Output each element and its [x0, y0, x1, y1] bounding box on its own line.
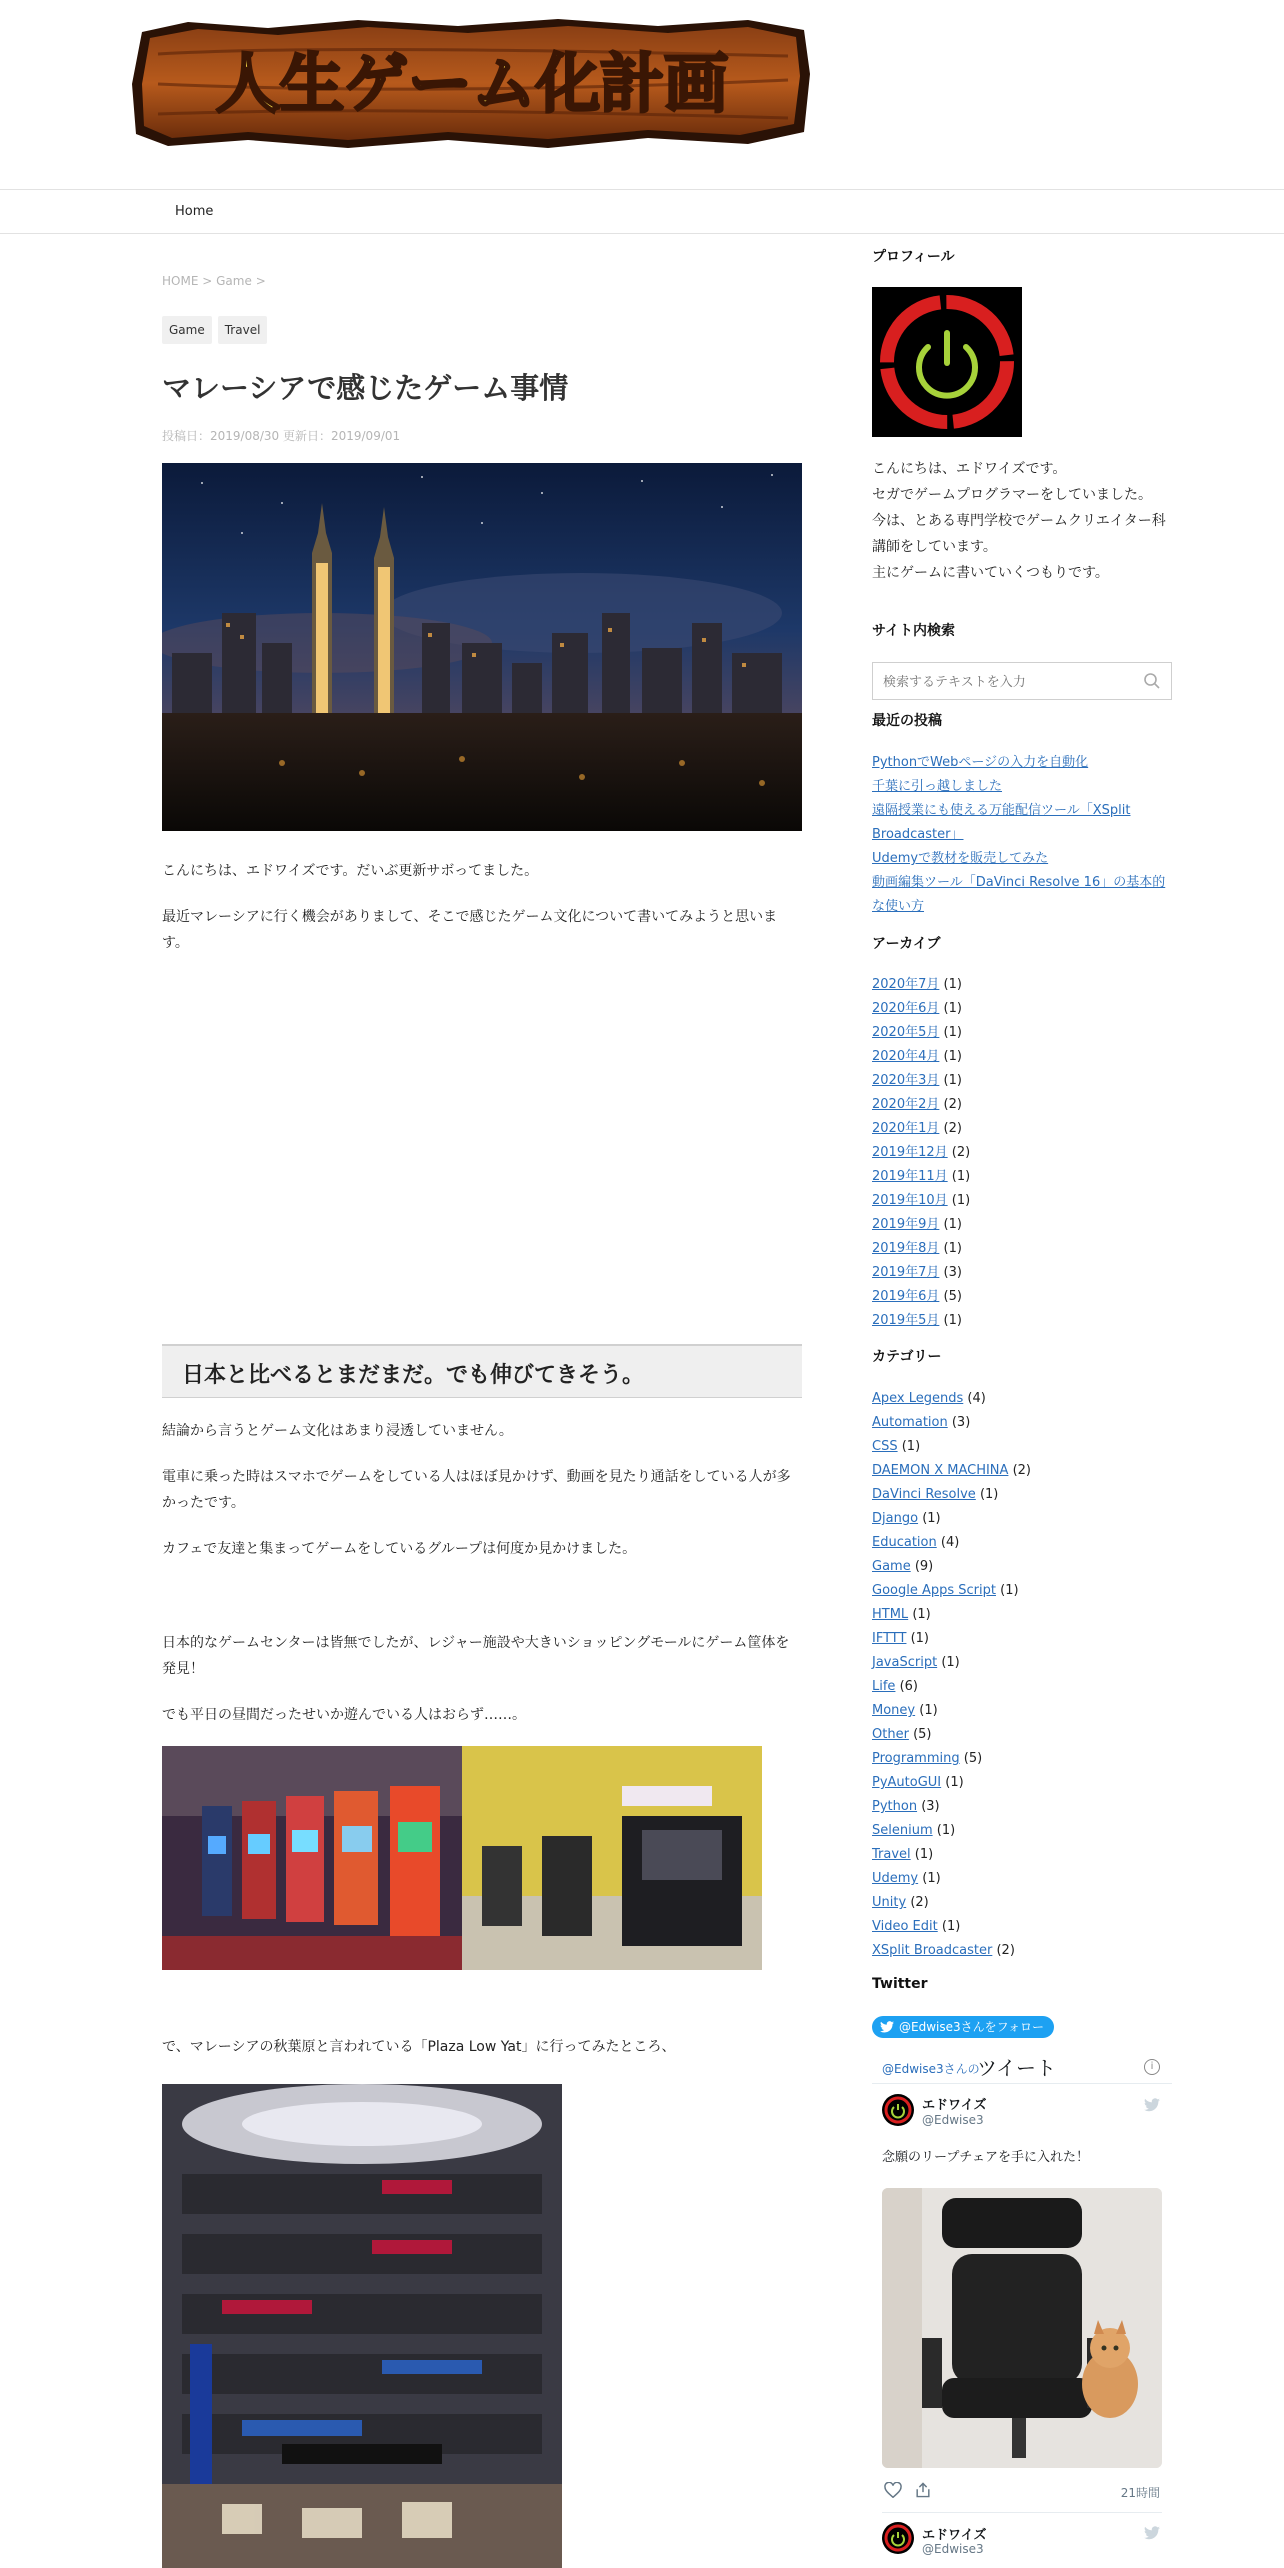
category-item[interactable]: Life (6) — [872, 1679, 918, 1694]
post-tags — [162, 316, 267, 344]
timeline-header — [872, 2048, 1172, 2084]
archive-list — [872, 973, 1172, 1333]
tweet-text: 念願のリープチェアを手に入れた！ — [882, 2150, 1089, 2165]
archive-item[interactable]: 2019年5月 (1) — [872, 1313, 962, 1328]
post-paragraph: 電車に乗った時はスマホでゲームをしている人はほぼ見かけず、動画を見たり通話をしている人が多かったです。 — [162, 1469, 791, 1511]
category-item[interactable]: Programming (5) — [872, 1751, 983, 1766]
category-item[interactable]: IFTTT (1) — [872, 1631, 930, 1646]
tweet-photo-chair-cat[interactable] — [882, 2188, 1162, 2468]
twitter-bird-icon — [880, 2021, 894, 2033]
post-date: 投稿日：2019/08/30 更新日：2019/09/01 — [162, 429, 401, 443]
search-input[interactable] — [883, 672, 1133, 692]
post-paragraph: 結論から言うとゲーム文化はあまり浸透していません。 — [162, 1423, 513, 1439]
timeline-header-title: ツイート — [977, 2056, 1056, 2080]
breadcrumb-category[interactable]: Game — [216, 274, 252, 288]
post-title: マレーシアで感じたゲーム事情 — [162, 371, 569, 405]
archive-item[interactable]: 2019年12月 (2) — [872, 1145, 971, 1160]
site-header — [0, 0, 1284, 190]
recent-post-item[interactable]: 千葉に引っ越しました — [872, 779, 1003, 794]
profile-avatar — [872, 287, 1022, 437]
archive-title: アーカイブ — [872, 936, 941, 952]
archive-item[interactable]: 2020年3月 (1) — [872, 1073, 962, 1088]
like-icon[interactable] — [884, 2482, 902, 2498]
breadcrumb-home[interactable]: HOME — [162, 274, 199, 288]
category-item[interactable]: CSS (1) — [872, 1439, 921, 1454]
category-item[interactable]: Game (9) — [872, 1559, 934, 1574]
recent-post-item[interactable]: 遠隔授業にも使える万能配信ツール「XSplit Broadcaster」 — [872, 803, 1131, 842]
power-icon — [882, 2094, 914, 2126]
search-title: サイト内検索 — [872, 623, 956, 639]
post-paragraph: こんにちは、エドワイズです。だいぶ更新サボってました。 — [162, 863, 539, 879]
section-heading — [162, 1344, 802, 1398]
breadcrumb-separator: > — [202, 274, 213, 288]
categories-list — [872, 1387, 1172, 1963]
share-icon[interactable] — [914, 2482, 932, 2498]
recent-post-item[interactable]: Udemyで教材を販売してみた — [872, 851, 1049, 866]
category-item[interactable]: Selenium (1) — [872, 1823, 956, 1838]
archive-item[interactable]: 2019年6月 (5) — [872, 1289, 962, 1304]
archive-item[interactable]: 2019年11月 (1) — [872, 1169, 971, 1184]
twitter-title: Twitter — [872, 1976, 928, 1992]
post-paragraph: でも平日の昼間だったせいか遊んでいる人はおらず……。 — [162, 1707, 526, 1723]
breadcrumb-separator: > — [255, 274, 266, 288]
category-item[interactable]: Python (3) — [872, 1799, 940, 1814]
profile-text — [872, 456, 1172, 586]
category-item[interactable]: JavaScript (1) — [872, 1655, 960, 1670]
category-item[interactable]: Django (1) — [872, 1511, 941, 1526]
tag-game[interactable]: Game — [162, 316, 212, 344]
category-item[interactable]: Udemy (1) — [872, 1871, 941, 1886]
recent-posts-title: 最近の投稿 — [872, 713, 942, 729]
twitter-timeline — [872, 2048, 1172, 2568]
categories-title: カテゴリー — [872, 1349, 942, 1365]
category-item[interactable]: Automation (3) — [872, 1415, 971, 1430]
category-item[interactable]: Money (1) — [872, 1703, 938, 1718]
archive-item[interactable]: 2020年1月 (2) — [872, 1121, 962, 1136]
recent-posts-list — [872, 751, 1172, 919]
category-item[interactable]: Google Apps Script (1) — [872, 1583, 1019, 1598]
profile-title: プロフィール — [872, 249, 955, 265]
category-item[interactable]: XSplit Broadcaster (2) — [872, 1943, 1015, 1958]
arcade-photos — [162, 1746, 762, 1970]
archive-item[interactable]: 2019年8月 (1) — [872, 1241, 962, 1256]
tweet-author-name[interactable]: エドワイズ — [922, 2528, 987, 2543]
info-icon[interactable]: i — [1144, 2059, 1160, 2075]
tweet-avatar[interactable] — [882, 2094, 914, 2126]
archive-item[interactable]: 2020年2月 (2) — [872, 1097, 962, 1112]
tweet-author-handle[interactable]: @Edwise3 — [922, 2113, 984, 2127]
post-paragraph: カフェで友達と集まってゲームをしているグループは何度か見かけました。 — [162, 1541, 637, 1557]
archive-item[interactable]: 2020年7月 (1) — [872, 977, 962, 992]
archive-item[interactable]: 2019年10月 (1) — [872, 1193, 971, 1208]
twitter-bird-icon — [1144, 2526, 1160, 2540]
post-paragraph: 日本的なゲームセンターは皆無でしたが、レジャー施設や大きいショッピングモールにゲーム筐体を発見！ — [162, 1635, 790, 1677]
profile-line: 主にゲームに書いていくつもりです。 — [872, 565, 1109, 581]
twitter-follow-button[interactable] — [872, 2016, 1054, 2038]
category-item[interactable]: Apex Legends (4) — [872, 1391, 986, 1406]
logo-text: 人生ゲーム化計画 — [216, 48, 728, 122]
timeline-user-link[interactable]: @Edwise3さんの — [882, 2062, 980, 2076]
category-item[interactable]: Other (5) — [872, 1727, 932, 1742]
logo-banner — [128, 14, 816, 154]
power-icon — [882, 2522, 914, 2554]
twitter-bird-icon — [1144, 2098, 1160, 2112]
nav-home-link[interactable]: Home — [175, 204, 214, 219]
section-heading-text: 日本と比べるとまだまだ。でも伸びてきそう。 — [182, 1363, 645, 1388]
breadcrumb — [162, 274, 266, 288]
plaza-low-yat-photo — [162, 2084, 562, 2568]
recent-post-item[interactable]: PythonでWebページの入力を自動化 — [872, 755, 1089, 770]
category-item[interactable]: Unity (2) — [872, 1895, 929, 1910]
archive-item[interactable]: 2020年5月 (1) — [872, 1025, 962, 1040]
follow-label: @Edwise3さんをフォロー — [899, 2020, 1045, 2034]
hero-image-kuala-lumpur — [162, 463, 802, 831]
tag-travel[interactable]: Travel — [218, 316, 268, 344]
site-search — [872, 662, 1172, 700]
search-icon[interactable] — [1143, 672, 1161, 690]
global-nav — [0, 190, 1284, 234]
tweet-time[interactable]: 21時間 — [1120, 2486, 1160, 2500]
recent-post-item[interactable]: 動画編集ツール「DaVinci Resolve 16」の基本的な使い方 — [872, 875, 1166, 914]
archive-item[interactable]: 2019年9月 (1) — [872, 1217, 962, 1232]
category-item[interactable]: PyAutoGUI (1) — [872, 1775, 964, 1790]
category-item[interactable]: Travel (1) — [872, 1847, 934, 1862]
archive-item[interactable]: 2020年4月 (1) — [872, 1049, 962, 1064]
profile-line: 今は、とある専門学校でゲームクリエイター科講師をしています。 — [872, 513, 1166, 555]
profile-line: セガでゲームプログラマーをしていました。 — [872, 487, 1152, 503]
archive-item[interactable]: 2019年7月 (3) — [872, 1265, 962, 1280]
category-item[interactable]: HTML (1) — [872, 1607, 931, 1622]
archive-item[interactable]: 2020年6月 (1) — [872, 1001, 962, 1016]
site-logo[interactable] — [128, 14, 816, 154]
tweet-author-name[interactable]: エドワイズ — [922, 2098, 987, 2113]
tweet-divider — [882, 2512, 1162, 2513]
post-paragraph: で、マレーシアの秋葉原と言われている「Plaza Low Yat」に行ってみたところ、 — [162, 2039, 676, 2055]
category-item[interactable]: Education (4) — [872, 1535, 960, 1550]
post-paragraph: 最近マレーシアに行く機会がありまして、そこで感じたゲーム文化について書いてみようと思います。 — [162, 909, 778, 951]
power-icon — [872, 287, 1022, 437]
tweet-avatar[interactable] — [882, 2522, 914, 2554]
category-item[interactable]: DaVinci Resolve (1) — [872, 1487, 999, 1502]
tweet-author-handle[interactable]: @Edwise3 — [922, 2542, 984, 2556]
category-item[interactable]: Video Edit (1) — [872, 1919, 961, 1934]
profile-line: こんにちは、エドワイズです。 — [872, 461, 1067, 477]
category-item[interactable]: DAEMON X MACHINA (2) — [872, 1463, 1031, 1478]
